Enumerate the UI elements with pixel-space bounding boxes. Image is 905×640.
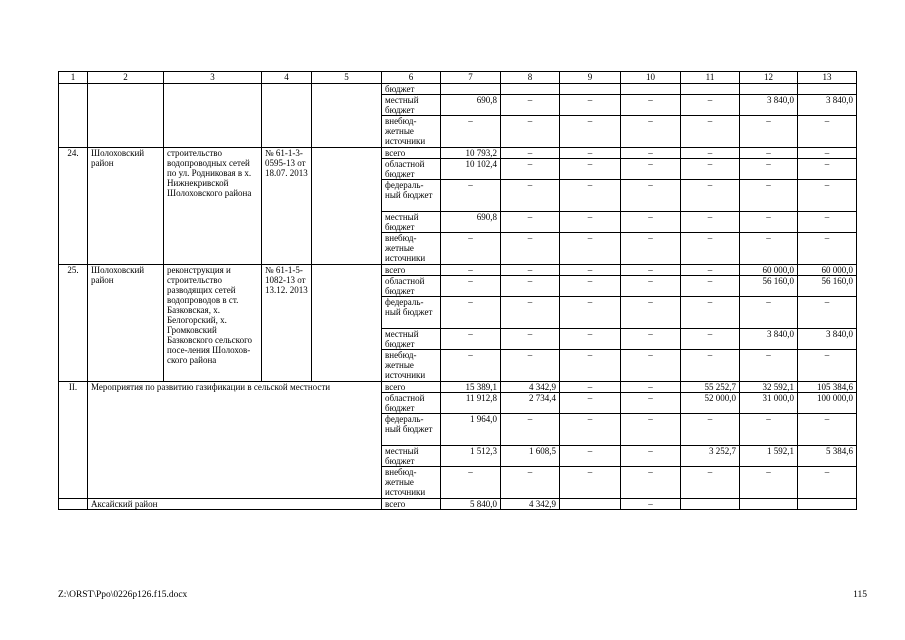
permit-cell: № 61-1-5-1082-13 от 13.12. 2013 (262, 265, 312, 382)
funding-source-cell: местный бюджет (382, 95, 441, 116)
value-cell: 3 840,0 (798, 329, 857, 350)
value-cell: – (501, 265, 560, 276)
value-cell: – (621, 265, 681, 276)
funding-source-cell: федераль-ный бюджет (382, 180, 441, 212)
value-cell: 4 342,9 (501, 382, 560, 393)
value-cell: 11 912,8 (441, 393, 501, 414)
funding-source-cell: всего (382, 265, 441, 276)
value-cell: – (560, 180, 621, 212)
value-cell (441, 84, 501, 95)
value-cell: – (740, 212, 798, 233)
value-cell (501, 84, 560, 95)
value-cell: – (798, 414, 857, 446)
value-cell: 4 342,9 (501, 499, 560, 510)
value-cell: – (560, 329, 621, 350)
value-cell: 56 160,0 (740, 276, 798, 297)
value-cell (621, 84, 681, 95)
value-cell: – (560, 276, 621, 297)
value-cell: – (560, 116, 621, 148)
value-cell: – (621, 95, 681, 116)
value-cell: 15 389,1 (441, 382, 501, 393)
value-cell: – (798, 148, 857, 159)
value-cell: – (621, 382, 681, 393)
value-cell: – (681, 329, 740, 350)
value-cell: – (560, 212, 621, 233)
value-cell: – (740, 297, 798, 329)
table-row (59, 148, 857, 159)
value-cell: – (621, 116, 681, 148)
header-cell: 9 (560, 72, 621, 84)
funding-source-cell: всего (382, 148, 441, 159)
row-number-cell: 24. (59, 148, 88, 265)
value-cell: – (798, 180, 857, 212)
header-cell: 10 (621, 72, 681, 84)
funding-source-cell: областной бюджет (382, 393, 441, 414)
value-cell: – (621, 233, 681, 265)
value-cell: – (441, 297, 501, 329)
value-cell: – (798, 233, 857, 265)
funding-source-cell: федераль-ный бюджет (382, 414, 441, 446)
funding-source-cell: внебюд-жетные источники (382, 350, 441, 382)
column-5-cell (312, 148, 382, 265)
value-cell: – (621, 159, 681, 180)
value-cell: – (798, 467, 857, 499)
funding-source-cell: внебюд-жетные источники (382, 116, 441, 148)
header-cell: 4 (262, 72, 312, 84)
funding-source-cell: федераль-ный бюджет (382, 297, 441, 329)
work-description-cell (164, 84, 262, 148)
value-cell (560, 499, 621, 510)
row-number-cell: II. (59, 382, 88, 499)
work-description-cell: строительство водопроводных сетей по ул. Родниковая в х. Нижнекривской Шолоховского района (164, 148, 262, 265)
value-cell: – (621, 212, 681, 233)
value-cell: – (740, 180, 798, 212)
value-cell: – (740, 116, 798, 148)
value-cell: – (681, 350, 740, 382)
value-cell: 56 160,0 (798, 276, 857, 297)
value-cell: – (621, 148, 681, 159)
value-cell: – (560, 393, 621, 414)
row-number-cell (59, 499, 88, 510)
value-cell: – (621, 350, 681, 382)
work-description-cell: реконструкция и строительство разводящих сетей водопроводов в ст. Базковская, х. Белогорский, х. Громковский Базковского сельского посе-ления Шолохов-ского района (164, 265, 262, 382)
value-cell: – (501, 212, 560, 233)
value-cell: 690,8 (441, 212, 501, 233)
district-cell: Шолоховский район (88, 148, 164, 265)
value-cell: – (560, 233, 621, 265)
value-cell: 100 000,0 (798, 393, 857, 414)
value-cell: – (681, 180, 740, 212)
district-cell: Шолоховский район (88, 265, 164, 382)
value-cell: – (621, 467, 681, 499)
table-row (59, 265, 857, 276)
value-cell: – (560, 95, 621, 116)
header-cell: 2 (88, 72, 164, 84)
header-cell: 7 (441, 72, 501, 84)
value-cell: 10 793,2 (441, 148, 501, 159)
funding-source-cell: всего (382, 499, 441, 510)
row-number-cell (59, 84, 88, 148)
value-cell: – (798, 350, 857, 382)
value-cell: – (740, 159, 798, 180)
header-cell: 8 (501, 72, 560, 84)
value-cell: – (441, 329, 501, 350)
value-cell: 5 840,0 (441, 499, 501, 510)
header-cell: 13 (798, 72, 857, 84)
value-cell: 3 840,0 (740, 329, 798, 350)
funding-source-cell: всего (382, 382, 441, 393)
value-cell: 1 608,5 (501, 446, 560, 467)
value-cell: – (681, 265, 740, 276)
value-cell: – (501, 329, 560, 350)
section-title-cell: Мероприятия по развитию газификации в сельской местности (88, 382, 382, 499)
funding-source-cell: местный бюджет (382, 212, 441, 233)
value-cell: 1 512,3 (441, 446, 501, 467)
value-cell: – (681, 212, 740, 233)
value-cell: – (798, 297, 857, 329)
value-cell: – (441, 350, 501, 382)
header-cell: 11 (681, 72, 740, 84)
header-row (59, 72, 857, 84)
value-cell: – (681, 148, 740, 159)
value-cell (560, 84, 621, 95)
value-cell: – (681, 233, 740, 265)
value-cell: 52 000,0 (681, 393, 740, 414)
funding-source-cell: внебюд-жетные источники (382, 233, 441, 265)
header-cell: 3 (164, 72, 262, 84)
value-cell: 1 592,1 (740, 446, 798, 467)
value-cell: – (501, 148, 560, 159)
value-cell: – (740, 148, 798, 159)
funding-source-cell: областной бюджет (382, 276, 441, 297)
value-cell: 1 964,0 (441, 414, 501, 446)
header-cell: 1 (59, 72, 88, 84)
value-cell: 3 252,7 (681, 446, 740, 467)
value-cell: – (740, 350, 798, 382)
table-row (59, 499, 857, 510)
value-cell: – (621, 499, 681, 510)
header-cell: 12 (740, 72, 798, 84)
value-cell: – (621, 446, 681, 467)
value-cell: – (681, 467, 740, 499)
value-cell: – (681, 159, 740, 180)
value-cell: – (501, 350, 560, 382)
value-cell: – (798, 116, 857, 148)
value-cell: – (621, 414, 681, 446)
value-cell: 31 000,0 (740, 393, 798, 414)
permit-cell (262, 84, 312, 148)
value-cell: – (441, 467, 501, 499)
value-cell: – (501, 276, 560, 297)
column-5-cell (312, 84, 382, 148)
value-cell: – (681, 95, 740, 116)
column-5-cell (312, 265, 382, 382)
value-cell (740, 499, 798, 510)
value-cell: – (740, 414, 798, 446)
value-cell: – (501, 467, 560, 499)
table-row (59, 84, 857, 95)
value-cell (798, 499, 857, 510)
row-number-cell: 25. (59, 265, 88, 382)
footer-file-path: Z:\ORST\Ppo\0226p126.f15.docx (58, 590, 188, 600)
value-cell: – (501, 233, 560, 265)
value-cell: – (740, 467, 798, 499)
value-cell: – (560, 382, 621, 393)
funding-source-cell: бюджет (382, 84, 441, 95)
value-cell (740, 84, 798, 95)
program-table (58, 71, 857, 510)
value-cell: 5 384,6 (798, 446, 857, 467)
value-cell: 55 252,7 (681, 382, 740, 393)
funding-source-cell: местный бюджет (382, 329, 441, 350)
value-cell: 32 592,1 (740, 382, 798, 393)
value-cell: – (681, 116, 740, 148)
value-cell: – (621, 276, 681, 297)
value-cell: – (441, 276, 501, 297)
value-cell: – (621, 297, 681, 329)
value-cell: – (560, 265, 621, 276)
value-cell: – (681, 297, 740, 329)
value-cell: – (621, 393, 681, 414)
value-cell (798, 84, 857, 95)
value-cell: 10 102,4 (441, 159, 501, 180)
header-cell: 5 (312, 72, 382, 84)
funding-source-cell: местный бюджет (382, 446, 441, 467)
permit-cell: № 61-1-3-0595-13 от 18.07. 2013 (262, 148, 312, 265)
value-cell: 60 000,0 (798, 265, 857, 276)
value-cell: – (560, 414, 621, 446)
value-cell: – (560, 350, 621, 382)
value-cell (681, 499, 740, 510)
funding-source-cell: внебюд-жетные источники (382, 467, 441, 499)
value-cell: 3 840,0 (798, 95, 857, 116)
value-cell: – (501, 414, 560, 446)
footer-page-number: 115 (853, 590, 867, 600)
value-cell: 105 384,6 (798, 382, 857, 393)
value-cell: – (501, 297, 560, 329)
value-cell: – (501, 95, 560, 116)
value-cell: – (681, 414, 740, 446)
value-cell: – (441, 116, 501, 148)
value-cell: – (501, 116, 560, 148)
value-cell: – (621, 329, 681, 350)
value-cell: 2 734,4 (501, 393, 560, 414)
value-cell: – (441, 233, 501, 265)
value-cell: – (501, 159, 560, 180)
value-cell: 690,8 (441, 95, 501, 116)
value-cell: – (501, 180, 560, 212)
value-cell: – (441, 265, 501, 276)
value-cell: – (441, 180, 501, 212)
value-cell: – (621, 180, 681, 212)
value-cell: – (560, 159, 621, 180)
value-cell: – (560, 446, 621, 467)
value-cell: 3 840,0 (740, 95, 798, 116)
value-cell: – (798, 159, 857, 180)
value-cell: – (560, 148, 621, 159)
value-cell: – (681, 276, 740, 297)
district-cell (88, 84, 164, 148)
section-title-cell: Аксайский район (88, 499, 382, 510)
value-cell: 60 000,0 (740, 265, 798, 276)
header-cell: 6 (382, 72, 441, 84)
value-cell: – (740, 233, 798, 265)
value-cell: – (560, 467, 621, 499)
value-cell: – (560, 297, 621, 329)
funding-source-cell: областной бюджет (382, 159, 441, 180)
value-cell (681, 84, 740, 95)
value-cell: – (798, 212, 857, 233)
table-row (59, 382, 857, 393)
